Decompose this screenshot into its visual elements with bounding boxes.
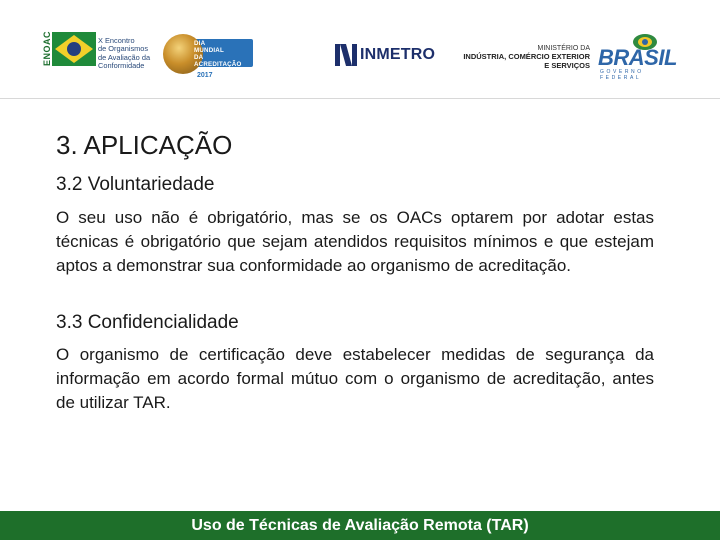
header-logos <box>0 0 720 100</box>
dia-line-3: DA ACREDITAÇÃO <box>194 54 242 68</box>
ministerio-logo <box>455 45 590 70</box>
dia-year: 2017 <box>197 72 213 79</box>
enoac-text <box>98 37 160 71</box>
inmetro-symbol-icon <box>334 42 358 68</box>
footer-text: Uso de Técnicas de Avaliação Remota (TAR) <box>191 517 529 534</box>
ministerio-line-1: MINISTÉRIO DA <box>537 45 590 52</box>
inmetro-text: INMETRO <box>360 46 436 63</box>
header-divider <box>0 98 720 99</box>
enoac-logo <box>42 30 162 80</box>
page-title: 3. APLICAÇÃO <box>56 130 233 160</box>
governo-federal: GOVERNO FEDERAL <box>600 69 644 81</box>
brasil-logo <box>596 33 688 81</box>
ministerio-line-3: E SERVIÇOS <box>544 60 590 70</box>
dia-line-1: DIA <box>194 40 206 47</box>
inmetro-logo <box>334 42 454 70</box>
section-heading-voluntariedade: 3.2 Voluntariedade <box>56 174 215 195</box>
ministerio-line-2: INDÚSTRIA, COMÉRCIO EXTERIOR <box>463 52 590 61</box>
section-text-voluntariedade: O seu uso não é obrigatório, mas se os OACs optarem por adotar estas técnicas é obrigatório que sejam atendidos requisitos mínimos e que estejam aptos a demonstrar sua conformidade ao organismo de acreditação. <box>56 208 654 275</box>
dia-mundial-logo <box>163 34 255 80</box>
brazil-flag-icon <box>52 32 96 66</box>
brasil-word: BRASIL <box>598 45 677 70</box>
enoac-line-4: Conformidade <box>98 61 145 71</box>
footer-bar <box>0 511 720 540</box>
enoac-acronym: ENOAC <box>42 30 52 66</box>
section-heading-confidencialidade: 3.3 Confidencialidade <box>56 312 239 333</box>
enoac-line-1: X Encontro <box>98 36 135 45</box>
enoac-line-2: de Organismos <box>98 44 149 54</box>
dia-text <box>194 40 252 68</box>
section-text-confidencialidade: O organismo de certificação deve estabelecer medidas de segurança da informação em acordo formal mútuo com o organismo de acreditação, antes de utilizar TAR. <box>56 345 654 412</box>
enoac-line-3: de Avaliação da <box>98 52 151 62</box>
dia-line-2: MUNDIAL <box>194 47 224 54</box>
